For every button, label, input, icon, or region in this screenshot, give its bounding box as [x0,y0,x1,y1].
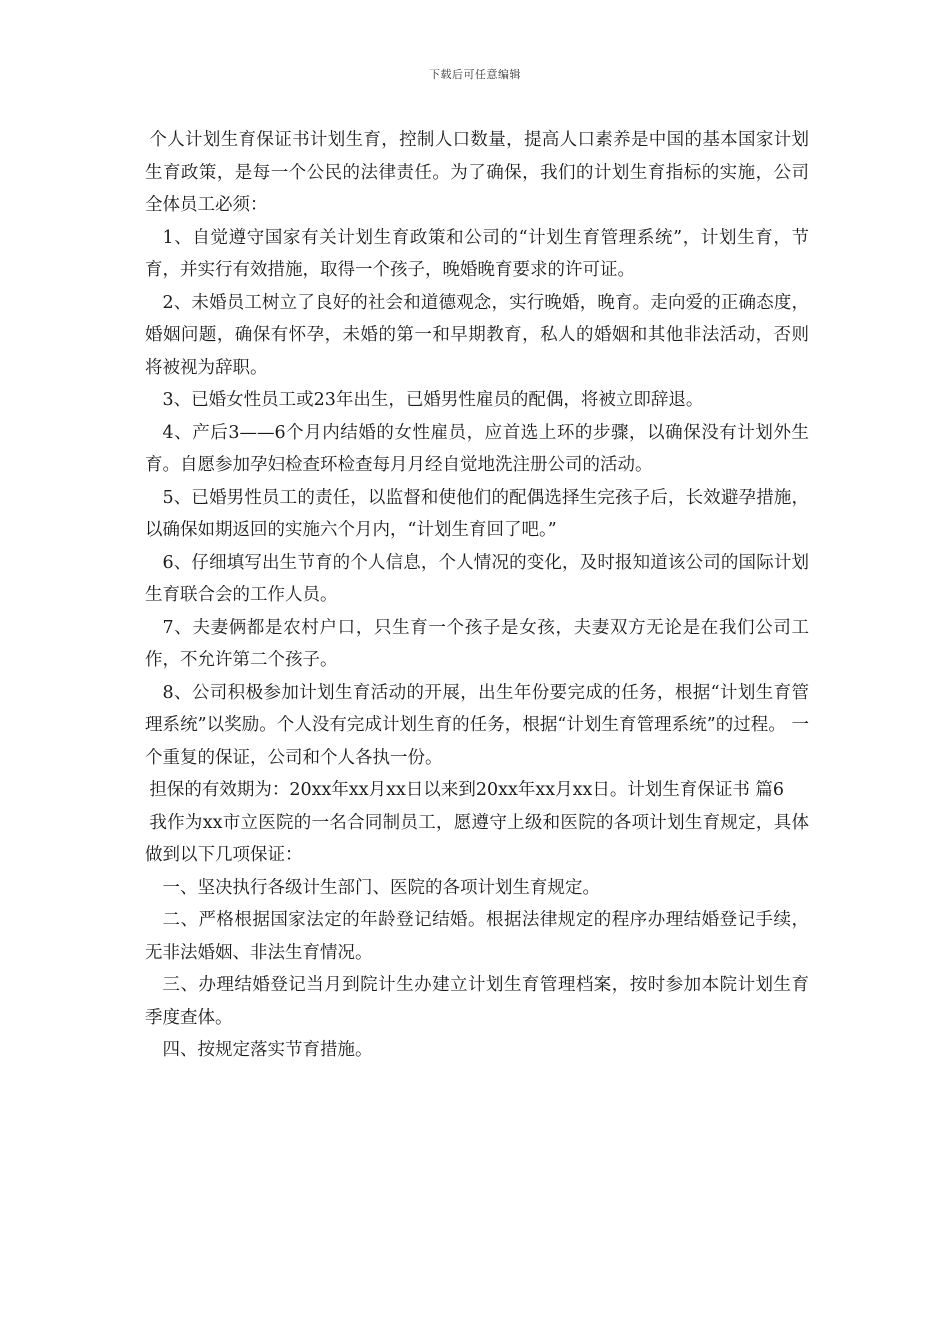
pledge-item-3-paragraph: 三、办理结婚登记当月到院计生办建立计划生育管理档案，按时参加本院计划生育季度查体。 [145,975,809,1028]
item-4-paragraph: 4、产后3——6个月内结婚的女性雇员，应首选上环的步骤，以确保没有计划外生育。自愿参加孕妇检查环检查每月月经自觉地洗注册公司的活动。 [145,422,809,475]
pledge-item-2-paragraph: 二、严格根据国家法定的年龄登记结婚。根据法律规定的程序办理结婚登记手续，无非法婚姻、非法生育情况。 [145,910,809,963]
item-7-paragraph: 7、夫妻俩都是农村户口，只生育一个孩子是女孩，夫妻双方无论是在我们公司工作，不允许第二个孩子。 [145,617,809,670]
item-6-paragraph: 6、仔细填写出生节育的个人信息，个人情况的变化，及时报知道该公司的国际计划生育联合会的工作人员。 [145,552,809,605]
page-header: 下载后可任意编辑 [429,68,521,81]
intro-paragraph: 个人计划生育保证书计划生育，控制人口数量，提高人口素养是中国的基本国家计划生育政策，是每一个公民的法律责任。为了确保，我们的计划生育指标的实施，公司全体员工必须： [145,130,809,215]
document-body [145,124,809,1067]
item-2-paragraph: 2、未婚员工树立了良好的社会和道德观念，实行晚婚，晚育。走向爱的正确态度，婚姻问题，确保有怀孕，未婚的第一和早期教育，私人的婚姻和其他非法活动，否则将被视为辞职。 [145,292,809,378]
pledge-item-4-paragraph: 四、按规定落实节育措施。 [162,1040,373,1060]
pledge-item-1-paragraph: 一、坚决执行各级计生部门、医院的各项计划生育规定。 [162,877,600,898]
item-5-paragraph: 5、已婚男性员工的责任，以监督和使他们的配偶选择生完孩子后，长效避孕措施，以确保如期返回的实施六个月内，“计划生育回了吧。” [145,487,809,540]
item-1-paragraph: 1、自觉遵守国家有关计划生育政策和公司的“计划生育管理系统”，计划生育，节育，并实行有效措施，取得一个孩子，晚婚晚育要求的许可证。 [145,227,809,280]
validity-paragraph: 担保的有效期为：20xx年xx月xx日以来到20xx年xx月xx日。计划生育保证书 篇6 [149,780,785,800]
item-8-paragraph: 8、公司积极参加计划生育活动的开展，出生年份要完成的任务，根据“计划生育管理系统”以奖励。个人没有完成计划生育的任务，根据“计划生育管理系统”的过程。 一个重复的保证，公司和个人各执一份。 [145,682,809,768]
item-3-paragraph: 3、已婚女性员工或23年出生，已婚男性雇员的配偶，将被立即辞退。 [162,390,704,410]
pledge-intro-paragraph: 我作为xx市立医院的一名合同制员工，愿遵守上级和医院的各项计划生育规定，具体做到以下几项保证： [145,812,809,865]
